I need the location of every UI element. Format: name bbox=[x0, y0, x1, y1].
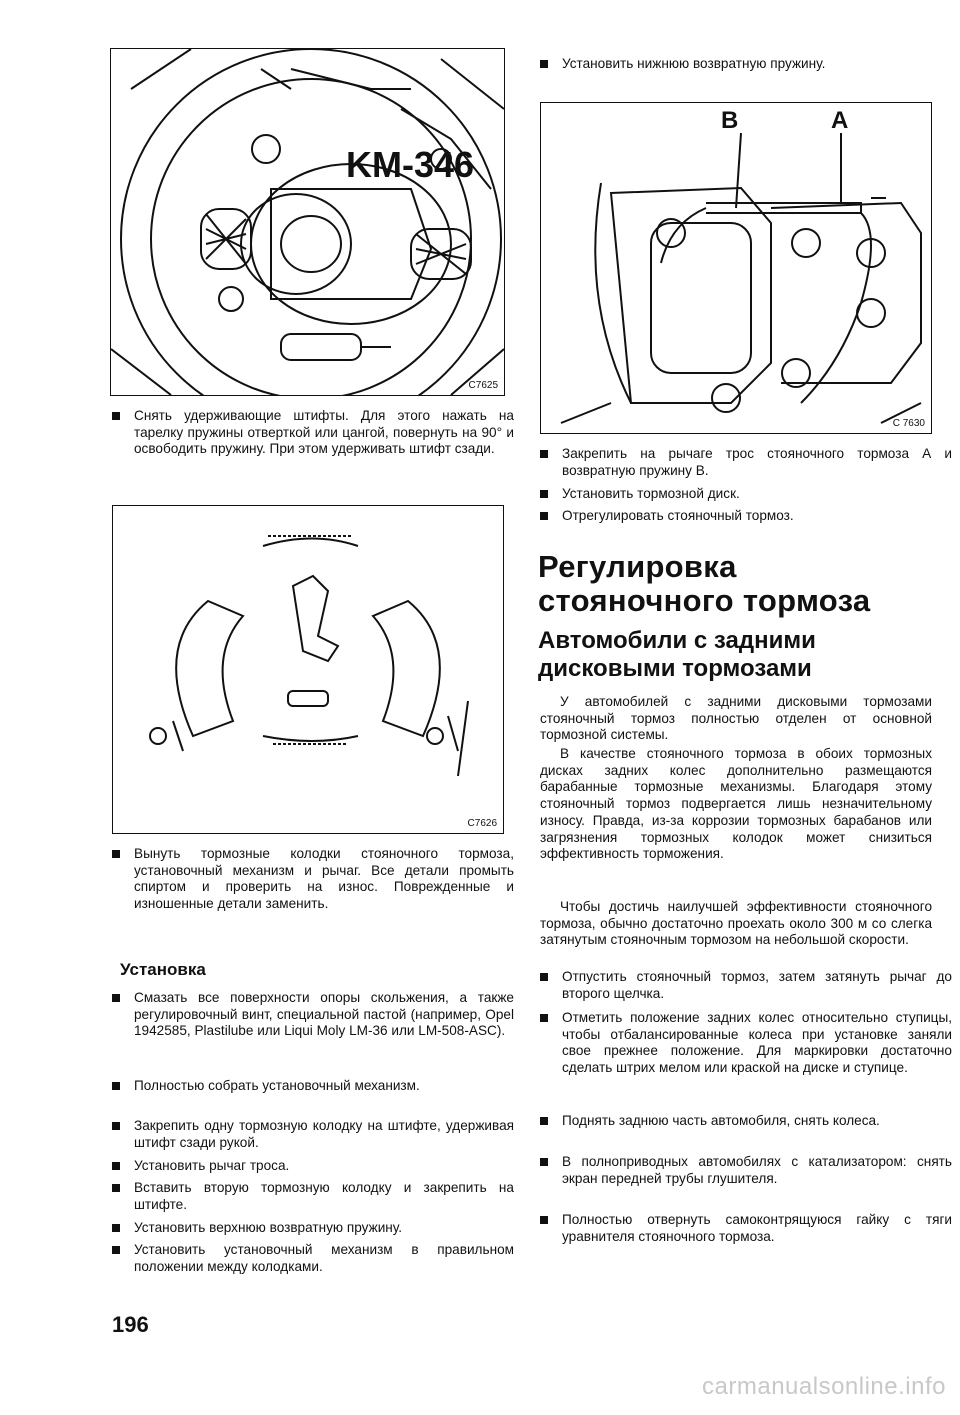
section-heading-line2: стояночного тормоза bbox=[538, 583, 871, 618]
left-bullet-4: Полностью собрать установочный механизм. bbox=[112, 1078, 514, 1095]
left-bullet-2: Вынуть тормозные колодки стояночного тормоза, установочный механизм и рычаг. Все детали промыть спиртом и проверить на износ. Поврежденные и изношенные детали заменить. bbox=[112, 846, 514, 913]
left-bullet-8: Установить верхнюю возвратную пружину. bbox=[112, 1220, 514, 1237]
figure-parts-exploded bbox=[112, 505, 504, 834]
left-bullet-1: Снять удерживающие штифты. Для этого нажать на тарелку пружины отверткой или цангой, повернуть на 90° и освободить пружину. При этом удерживать штифт сзади. bbox=[112, 408, 514, 458]
figure-code: C7626 bbox=[467, 818, 497, 829]
watermark-text: carmanualsonline.info bbox=[702, 1373, 946, 1400]
figure-caliper bbox=[540, 102, 932, 434]
right-bullet-6: Поднять заднюю часть автомобиля, снять колеса. bbox=[540, 1113, 952, 1130]
tool-label: KM-346 bbox=[346, 144, 475, 185]
figure-km346 bbox=[110, 48, 505, 396]
brake-assembly-drawing bbox=[111, 49, 504, 395]
right-bullet-4: Отпустить стояночный тормоз, затем затянуть рычаг до второго щелчка. bbox=[540, 969, 952, 1002]
right-bullet-5: Отметить положение задних колес относительно ступицы, чтобы отбалансированные колеса при установке заняли свое прежнее положение. Для маркировки достаточно сделать штрих мелом или краской на диске и ступице. bbox=[540, 1010, 952, 1077]
caliper-drawing bbox=[541, 103, 931, 433]
left-bullet-3: Смазать все поверхности опоры скольжения, а также регулировочный винт, специальной пастой (например, Opel 1942585, Plastilube или Liqui Moly LM-36 или LM-508-ASC). bbox=[112, 990, 514, 1040]
label-a: A bbox=[831, 107, 849, 134]
right-bullet-3: Отрегулировать стояночный тормоз. bbox=[540, 508, 952, 525]
right-bullet-0: Установить нижнюю возвратную пружину. bbox=[540, 56, 952, 73]
figure-code: C 7630 bbox=[892, 418, 925, 429]
paragraph-3: Чтобы достичь наилучшей эффективности стояночного тормоза, обычно достаточно проехать около 300 м со слегка затянутым стояночным тормозом на небольшой скорости. bbox=[540, 899, 932, 948]
paragraph-2: В качестве стояночного тормоза в обоих тормозных дисках задних колес дополнительно размещаются барабанные тормозные механизмы. Благодаря этому стояночный тормоз подвергается лишь незначительному износу. Правда, из-за коррозии тормозных барабанов или загрязнения тормозных колодок может снизиться эффективность торможения. bbox=[540, 746, 932, 862]
page-number: 196 bbox=[112, 1312, 149, 1337]
right-bullet-2: Установить тормозной диск. bbox=[540, 486, 952, 503]
label-b: B bbox=[721, 107, 739, 134]
install-heading: Установка bbox=[120, 960, 206, 979]
right-bullet-8: Полностью отвернуть самоконтрящуюся гайку с тяги уравнителя стояночного тормоза. bbox=[540, 1212, 952, 1245]
left-bullet-7: Вставить вторую тормозную колодку и закрепить на штифте. bbox=[112, 1180, 514, 1213]
parts-drawing bbox=[113, 506, 503, 833]
subsection-heading-line2: дисковыми тормозами bbox=[538, 655, 812, 682]
right-bullet-1: Закрепить на рычаге трос стояночного тормоза А и возвратную пружину В. bbox=[540, 446, 952, 479]
right-bullet-7: В полноприводных автомобилях с катализатором: снять экран передней трубы глушителя. bbox=[540, 1154, 952, 1187]
paragraph-1: У автомобилей с задними дисковыми тормозами стояночный тормоз полностью отделен от основной тормозной системы. bbox=[540, 694, 932, 743]
section-heading-line1: Регулировка bbox=[538, 549, 737, 584]
left-bullet-6: Установить рычаг троса. bbox=[112, 1158, 514, 1175]
figure-code: C7625 bbox=[468, 380, 498, 391]
left-bullet-5: Закрепить одну тормозную колодку на штифте, удерживая штифт сзади рукой. bbox=[112, 1118, 514, 1151]
left-bullet-9: Установить установочный механизм в правильном положении между колодками. bbox=[112, 1242, 514, 1275]
subsection-heading-line1: Автомобили с задними bbox=[538, 627, 816, 654]
